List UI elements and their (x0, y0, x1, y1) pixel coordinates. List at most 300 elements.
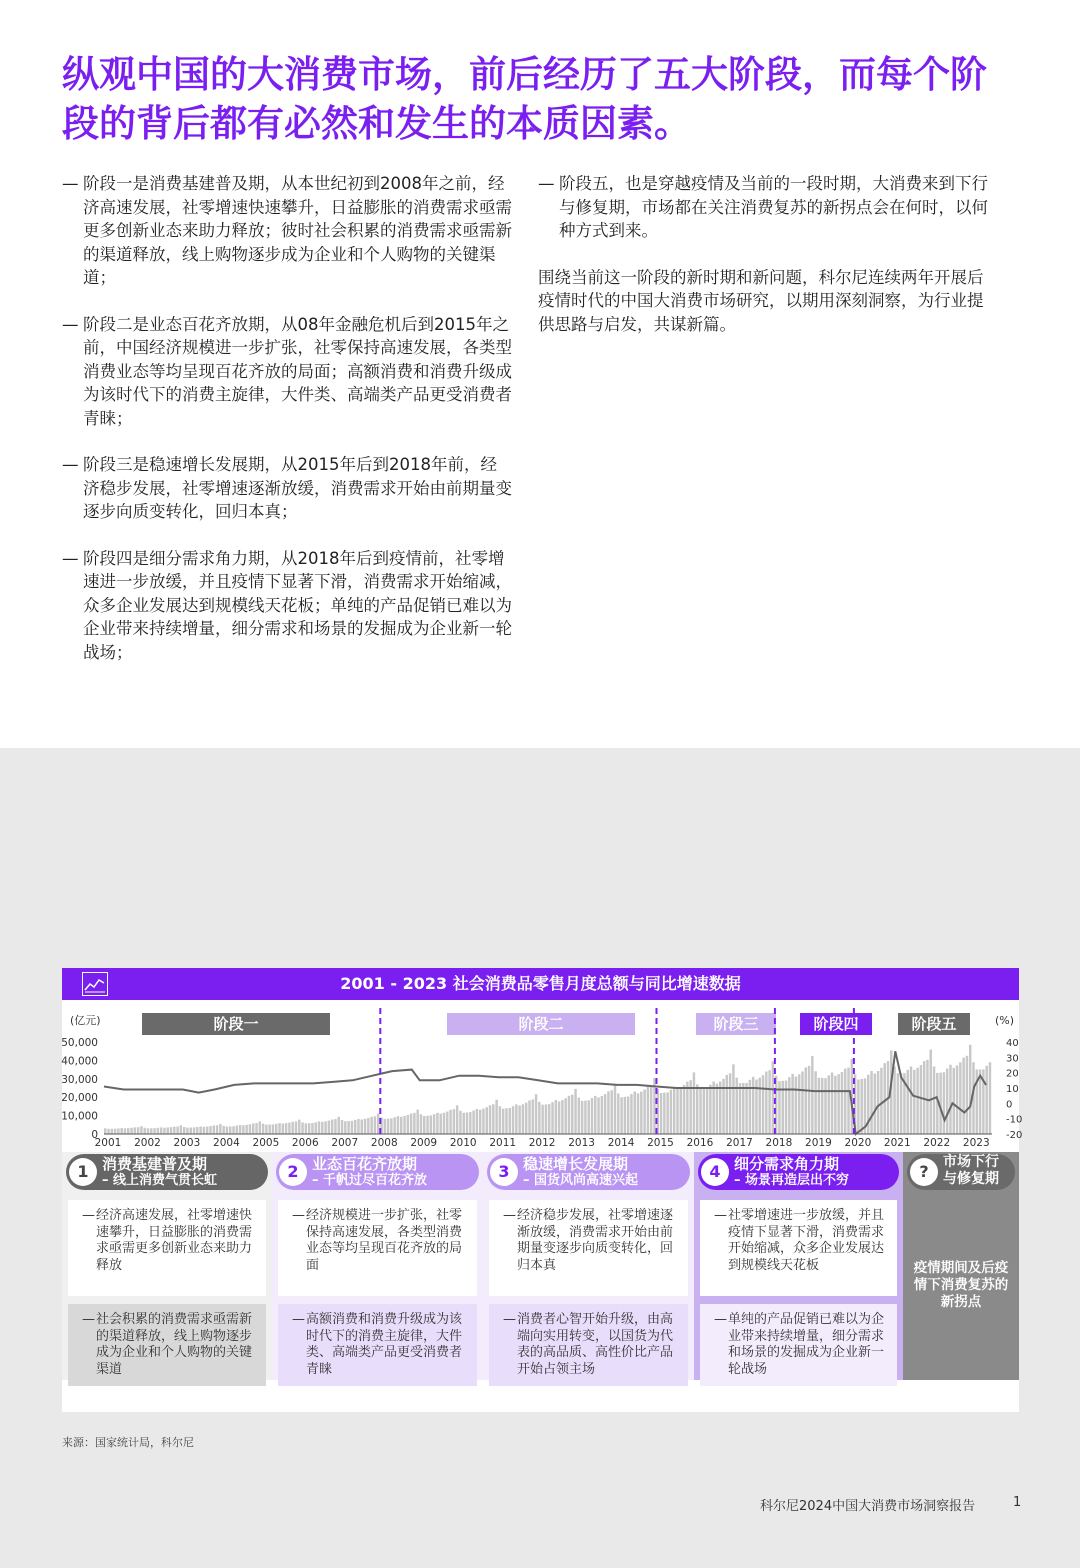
page-title: 纵观中国的大消费市场，前后经历了五大阶段，而每个阶段的背后都有必然和发生的本质因素。 (62, 53, 987, 145)
stage-1-pill-label: 阶段一 (213, 1015, 259, 1033)
retail-sales-bar (962, 1058, 964, 1134)
retail-sales-bar (676, 1089, 678, 1134)
retail-sales-bar (249, 1124, 251, 1134)
retail-sales-bar (209, 1126, 211, 1134)
stage-5-name-line-1: 市场下行 (943, 1154, 999, 1170)
retail-sales-bar (946, 1069, 948, 1134)
retail-sales-bar (509, 1108, 511, 1134)
retail-sales-bar (985, 1066, 987, 1134)
retail-sales-bar (811, 1056, 813, 1134)
retail-sales-bar (469, 1112, 471, 1134)
retail-sales-bar (400, 1117, 402, 1134)
retail-sales-bar (314, 1122, 316, 1134)
x-axis-year-label: 2011 (489, 1137, 517, 1149)
retail-sales-bar (347, 1121, 349, 1134)
retail-sales-bar (663, 1093, 665, 1134)
retail-sales-bar (262, 1124, 264, 1134)
retail-sales-bar (439, 1114, 441, 1134)
retail-sales-bar (416, 1110, 418, 1134)
retail-sales-bar (377, 1114, 379, 1134)
retail-sales-bar (535, 1094, 537, 1134)
retail-sales-bar (758, 1078, 760, 1134)
retail-sales-bar (620, 1097, 622, 1134)
retail-sales-bar (735, 1078, 737, 1134)
retail-sales-bar (186, 1128, 188, 1134)
x-axis-year-label: 2007 (331, 1137, 359, 1149)
retail-sales-bar (624, 1097, 626, 1134)
retail-sales-bar (933, 1066, 935, 1134)
retail-sales-bar (660, 1093, 662, 1134)
stage-5-body: 疫情期间及后疫情下消费复苏的新拐点 (913, 1260, 1009, 1310)
retail-sales-bar (805, 1067, 807, 1134)
retail-sales-bar (430, 1115, 432, 1134)
retail-sales-bar (499, 1106, 501, 1134)
retail-sales-bar (949, 1065, 951, 1134)
retail-sales-bar (880, 1068, 882, 1134)
retail-sales-bar (647, 1087, 649, 1134)
stage-1-name: 消费基建普及期 (102, 1155, 208, 1173)
retail-sales-bar (893, 1066, 895, 1134)
retail-sales-bar (870, 1071, 872, 1134)
retail-sales-bar (601, 1096, 603, 1134)
retail-sales-bar (791, 1074, 793, 1134)
retail-sales-bar (788, 1077, 790, 1134)
retail-sales-bar (150, 1128, 152, 1134)
retail-sales-bar (910, 1066, 912, 1134)
stage-3-point-2: 消费者心智开始升级，由高端向实用转变，以国货为代表的高品质、高性价比产品开始占领主场 (517, 1312, 674, 1377)
retail-sales-bar (193, 1127, 195, 1134)
retail-sales-bar (157, 1128, 159, 1134)
retail-sales-bar (587, 1100, 589, 1134)
retail-sales-bar (795, 1076, 797, 1134)
retail-sales-bar (739, 1083, 741, 1134)
retail-sales-bar (206, 1127, 208, 1134)
retail-sales-bar (538, 1102, 540, 1134)
x-axis-year-label: 2019 (805, 1137, 832, 1149)
retail-sales-bar (117, 1128, 119, 1134)
retail-sales-bar (726, 1075, 728, 1134)
retail-sales-bar (607, 1091, 609, 1134)
x-axis-year-label: 2012 (528, 1137, 556, 1149)
x-axis-year-label: 2023 (962, 1137, 990, 1149)
retail-sales-bar (847, 1068, 849, 1134)
stage-3-number: 3 (490, 1158, 518, 1186)
retail-sales-bar (426, 1116, 428, 1134)
retail-sales-bar (709, 1085, 711, 1134)
intro-right-column (538, 172, 998, 336)
retail-sales-bar (966, 1056, 968, 1134)
retail-sales-bar (216, 1125, 218, 1134)
retail-sales-bar (906, 1070, 908, 1134)
stage-2-point-2: 高额消费和消费升级成为该时代下的消费主旋律，大件类、高端类产品更受消费者青睐 (306, 1312, 463, 1377)
retail-sales-bar (512, 1106, 514, 1134)
retail-sales-bar (407, 1115, 409, 1134)
retail-sales-bar (581, 1101, 583, 1134)
retail-sales-bar (288, 1123, 290, 1134)
retail-sales-bar (275, 1124, 277, 1134)
retail-sales-bar (604, 1094, 606, 1134)
x-axis-year-label: 2018 (765, 1137, 793, 1149)
retail-sales-bar (390, 1118, 392, 1134)
stage-2-header (276, 1154, 479, 1190)
retail-sales-bar (617, 1094, 619, 1134)
retail-sales-bar (163, 1128, 165, 1134)
retail-sales-bar (640, 1092, 642, 1134)
stage-4-number: 4 (701, 1158, 729, 1186)
stage-box-4 (694, 1152, 903, 1380)
retail-sales-bar (729, 1073, 731, 1134)
retail-sales-bar (883, 1063, 885, 1134)
retail-sales-bar (486, 1107, 488, 1134)
x-axis-year-label: 2008 (370, 1137, 398, 1149)
retail-sales-bar (495, 1100, 497, 1134)
retail-sales-bar (147, 1128, 149, 1134)
retail-sales-bar (712, 1082, 714, 1134)
retail-sales-bar (252, 1123, 254, 1134)
retail-sales-bar (295, 1121, 297, 1134)
retail-sales-bar (338, 1117, 340, 1134)
right-axis-tick: 40 (1006, 1038, 1019, 1049)
x-axis-year-label: 2017 (726, 1137, 753, 1149)
stage-4-subtitle: – 场景再造层出不穷 (734, 1173, 850, 1188)
retail-sales-bar (943, 1072, 945, 1134)
retail-sales-bar (285, 1123, 287, 1134)
retail-sales-bar (226, 1127, 228, 1134)
x-axis-year-label: 2009 (410, 1137, 438, 1149)
stage-4-point-1: 社零增速进一步放缓，并且疫情下显著下滑，消费需求开始缩减，众多企业发展达到规模线天花板 (728, 1208, 885, 1273)
retail-sales-bar (874, 1074, 876, 1134)
x-axis-year-label: 2013 (568, 1137, 595, 1149)
retail-sales-bar (594, 1096, 596, 1134)
retail-sales-bar (742, 1083, 744, 1134)
retail-sales-bar (844, 1069, 846, 1134)
retail-sales-bar (213, 1126, 215, 1134)
left-axis-tick: 50,000 (61, 1037, 98, 1049)
intro-item-stage-1: — 阶段一是消费基建普及期，从本世纪初到2008年之前，经济高速发展，社零增速快速攀升，日益膨胀的消费需求亟需更多创新业态来助力释放；彼时社会积累的消费需求亟需新的渠道释放，线上购物逐步成为企业和个人购物的关键渠道； (62, 174, 512, 287)
x-axis-year-label: 2001 (94, 1137, 122, 1149)
retail-sales-bar (643, 1090, 645, 1134)
x-axis-year-label: 2010 (449, 1137, 477, 1149)
retail-sales-bar (680, 1087, 682, 1134)
retail-sales-bar (930, 1050, 932, 1134)
left-axis-unit: (亿元) (70, 1014, 101, 1027)
page-number: 1 (1013, 1495, 1022, 1510)
retail-sales-bar (551, 1102, 553, 1134)
retail-sales-bar (364, 1119, 366, 1134)
retail-sales-bar (584, 1101, 586, 1134)
retail-sales-bar (798, 1074, 800, 1134)
retail-sales-bar (558, 1101, 560, 1134)
footer-report-title: 科尔尼2024中国大消费市场洞察报告 (760, 1499, 976, 1514)
retail-sales-bar (745, 1083, 747, 1134)
retail-sales-bar (229, 1126, 231, 1134)
intro-item-stage-2: — 阶段二是业态百花齐放期，从08年金融危机后到2015年之前，中国经济规模进一步扩张，社零保持高速发展，各类型消费业态等均呈现百花齐放的局面；高额消费和消费升级成为该时代下的消费主旋律，大件类、高端类产品更受消费者青睐； (62, 314, 512, 428)
retail-sales-bar (384, 1119, 386, 1134)
retail-sales-bar (341, 1120, 343, 1134)
retail-sales-bar (505, 1108, 507, 1134)
retail-sales-bar (120, 1128, 122, 1134)
retail-sales-bar (532, 1099, 534, 1134)
retail-sales-bar (107, 1129, 109, 1134)
retail-sales-bar (370, 1117, 372, 1134)
retail-sales-bar (219, 1124, 221, 1134)
retail-sales-bar (732, 1064, 734, 1134)
stage-2-pill-label: 阶段二 (518, 1015, 564, 1033)
retail-sales-bar (334, 1119, 336, 1134)
x-axis-year-label: 2020 (844, 1137, 872, 1149)
stage-2-number: 2 (279, 1158, 307, 1186)
retail-sales-bar (170, 1127, 172, 1134)
stage-1-subtitle: – 线上消费气贯长虹 (102, 1173, 218, 1188)
retail-sales-bar (814, 1071, 816, 1134)
retail-sales-bar (571, 1095, 573, 1134)
retail-sales-bar (670, 1090, 672, 1134)
retail-sales-bar (541, 1105, 543, 1134)
retail-sales-bar (387, 1119, 389, 1134)
retail-sales-bar (634, 1092, 636, 1134)
retail-sales-bar (752, 1077, 754, 1134)
retail-sales-bar (923, 1061, 925, 1134)
stage-3-body: — 经济稳步发展，社零增速逐渐放缓，消费需求开始由前期量变逐步向质变转化，回归本真 — 消费者心智开始升级，由高端向实用转变，以国货为代表的高品质、高性价比产品开始占领主场 (491, 1200, 686, 1386)
retail-sales-bar (180, 1125, 182, 1134)
stage-box-1 (62, 1152, 272, 1380)
retail-sales-bar (357, 1119, 359, 1134)
x-axis-year-label: 2014 (607, 1137, 635, 1149)
chart-plot (61, 1000, 1023, 1152)
retail-sales-bar (913, 1070, 915, 1134)
retail-sales-bar (578, 1098, 580, 1134)
retail-sales-bar (298, 1120, 300, 1134)
retail-sales-bar (821, 1078, 823, 1134)
x-axis-year-label: 2006 (291, 1137, 319, 1149)
retail-sales-bar (232, 1126, 234, 1134)
retail-sales-bar (173, 1127, 175, 1134)
retail-sales-bar (331, 1120, 333, 1134)
stage-4-point-2: 单纯的产品促销已难以为企业带来持续增量，细分需求和场景的发掘成为企业新一轮战场 (728, 1312, 885, 1377)
retail-sales-bar (443, 1113, 445, 1134)
retail-sales-bar (518, 1106, 520, 1134)
retail-sales-bar (459, 1111, 461, 1134)
right-axis-tick: -20 (1006, 1130, 1023, 1141)
retail-sales-bar (610, 1090, 612, 1134)
retail-sales-bar (311, 1123, 313, 1134)
left-axis-tick: 20,000 (61, 1092, 98, 1105)
retail-sales-bar (153, 1128, 155, 1134)
retail-sales-bar (555, 1100, 557, 1134)
retail-sales-bar (449, 1110, 451, 1134)
retail-sales-bar (926, 1060, 928, 1134)
stage-3-pill-label: 阶段三 (713, 1015, 759, 1033)
right-axis-tick: 20 (1006, 1068, 1019, 1080)
stage-5-number: ? (910, 1158, 938, 1186)
retail-sales-bar (916, 1068, 918, 1134)
x-axis-year-label: 2002 (134, 1137, 161, 1149)
retail-sales-bar (637, 1093, 639, 1134)
retail-sales-bar (462, 1113, 464, 1134)
retail-sales-bar (245, 1125, 247, 1134)
retail-sales-bar (561, 1100, 563, 1134)
retail-sales-bar (841, 1072, 843, 1134)
stage-3-header (487, 1154, 690, 1190)
retail-sales-bar (860, 1079, 862, 1134)
chart-card (61, 968, 1023, 1412)
retail-sales-bar (597, 1097, 599, 1134)
retail-sales-bar (650, 1085, 652, 1134)
retail-sales-bar (673, 1087, 675, 1134)
x-axis-year-label: 2015 (647, 1137, 674, 1149)
retail-sales-bar (134, 1127, 136, 1134)
retail-sales-bar (351, 1121, 353, 1134)
source-note: 来源：国家统计局，科尔尼 (62, 1436, 194, 1449)
retail-sales-bar (361, 1119, 363, 1134)
retail-sales-bar (324, 1121, 326, 1134)
right-axis-tick: -10 (1006, 1114, 1023, 1126)
right-axis-tick: 10 (1006, 1084, 1019, 1095)
retail-sales-bar (410, 1114, 412, 1134)
retail-sales-bar (436, 1113, 438, 1134)
retail-sales-bar (693, 1072, 695, 1134)
retail-sales-bar (321, 1122, 323, 1134)
retail-sales-bar (768, 1070, 770, 1134)
retail-sales-bar (301, 1122, 303, 1134)
x-axis-year-label: 2005 (252, 1137, 280, 1149)
retail-sales-bar (489, 1105, 491, 1134)
left-axis-tick: 30,000 (61, 1073, 98, 1086)
x-axis-year-label: 2016 (686, 1137, 714, 1149)
retail-sales-bar (627, 1097, 629, 1134)
retail-sales-bar (255, 1123, 257, 1134)
stage-4-body: — 社零增速进一步放缓，并且疫情下显著下滑，消费需求开始缩减，众多企业发展达到规模线天花板 — 单纯的产品促销已难以为企业带来持续增量，细分需求和场景的发掘成为企业新一轮战场 (702, 1200, 895, 1386)
retail-sales-bar (397, 1116, 399, 1134)
retail-sales-bar (413, 1113, 415, 1134)
stage-2-name: 业态百花齐放期 (312, 1155, 418, 1173)
retail-sales-bar (203, 1127, 205, 1134)
retail-sales-bar (716, 1084, 718, 1134)
retail-sales-bar (775, 1076, 777, 1134)
retail-sales-bar (762, 1075, 764, 1134)
chart-title: 2001 - 2023 社会消费品零售月度总额与同比增速数据 (340, 974, 741, 993)
intro-summary-paragraph: 围绕当前这一阶段的新时期和新问题，科尔尼连续两年开展后疫情时代的中国大消费市场研究，以期用深刻洞察，为行业提供思路与启发，共谋新篇。 (538, 267, 984, 334)
retail-sales-bar (374, 1116, 376, 1134)
retail-sales-bar (959, 1062, 961, 1134)
retail-sales-bar (272, 1124, 274, 1134)
left-axis-tick: 0 (91, 1129, 98, 1141)
retail-sales-bar (545, 1104, 547, 1134)
right-axis-tick: 0 (1006, 1099, 1013, 1111)
retail-sales-bar (305, 1123, 307, 1134)
retail-sales-bar (268, 1125, 270, 1134)
retail-sales-bar (630, 1094, 632, 1134)
retail-sales-bar (686, 1082, 688, 1134)
retail-sales-bar (308, 1123, 310, 1134)
intro-item-stage-4: — 阶段四是细分需求角力期，从2018年后到疫情前，社零增速进一步放缓，并且疫情下显著下滑，消费需求开始缩减，众多企业发展达到规模线天花板；单纯的产品促销已难以为企业带来持续增量，细分需求和场景的发掘成为企业新一轮战场； (62, 548, 512, 662)
retail-sales-bar (808, 1066, 810, 1134)
retail-sales-bar (574, 1089, 576, 1134)
retail-sales-bar (564, 1098, 566, 1134)
retail-sales-bar (222, 1126, 224, 1134)
retail-sales-bar (492, 1104, 494, 1134)
retail-sales-bar (104, 1128, 106, 1134)
retail-sales-bar (683, 1085, 685, 1134)
right-axis-unit: (%) (995, 1014, 1015, 1027)
retail-sales-bar (953, 1068, 955, 1134)
retail-sales-bar (190, 1128, 192, 1134)
retail-sales-bar (772, 1061, 774, 1134)
retail-sales-bar (515, 1104, 517, 1134)
retail-sales-bar (956, 1065, 958, 1134)
retail-sales-bar (818, 1078, 820, 1134)
stage-1-number: 1 (69, 1158, 97, 1186)
stage-5-pill-label: 阶段五 (911, 1015, 957, 1033)
retail-sales-bar (699, 1089, 701, 1134)
retail-sales-bar (423, 1116, 425, 1134)
retail-sales-bar (239, 1125, 241, 1134)
retail-sales-bar (291, 1122, 293, 1134)
retail-sales-bar (837, 1074, 839, 1134)
retail-sales-bar (354, 1120, 356, 1134)
retail-sales-bar (114, 1129, 116, 1134)
stage-4-pill-label: 阶段四 (813, 1015, 859, 1033)
retail-sales-bar (502, 1109, 504, 1134)
retail-sales-bar (696, 1084, 698, 1134)
retail-sales-bar (706, 1088, 708, 1134)
retail-sales-bar (140, 1126, 142, 1134)
retail-sales-bar (989, 1062, 991, 1134)
intro-left-column (62, 172, 512, 687)
stage-box-2 (272, 1152, 483, 1380)
stage-3-point-1: 经济稳步发展，社零增速逐渐放缓，消费需求开始由前期量变逐步向质变转化，回归本真 (517, 1208, 674, 1273)
stage-1-point-1: 经济高速发展，社零增速快速攀升，日益膨胀的消费需求亟需更多创新业态来助力释放 (96, 1208, 253, 1273)
retail-sales-bar (703, 1088, 705, 1134)
retail-sales-bar (920, 1065, 922, 1134)
chart-header (62, 968, 1019, 1000)
retail-sales-bar (111, 1129, 113, 1134)
retail-sales-bar (265, 1125, 267, 1134)
retail-sales-bar (828, 1075, 830, 1134)
retail-sales-bar (476, 1109, 478, 1134)
left-axis-tick: 10,000 (61, 1110, 98, 1123)
retail-sales-bar (344, 1121, 346, 1134)
retail-sales-bar (824, 1078, 826, 1134)
stage-1-body: — 经济高速发展，社零增速快速攀升，日益膨胀的消费需求亟需更多创新业态来助力释放 — 社会积累的消费需求亟需新的渠道释放，线上购物逐步成为企业和个人购物的关键渠道 (70, 1200, 264, 1386)
retail-sales-bar (472, 1111, 474, 1134)
retail-sales-bar (143, 1128, 145, 1134)
intro-item-stage-5: — 阶段五，也是穿越疫情及当前的一段时期，大消费来到下行与修复期，市场都在关注消费复苏的新拐点会在何时，以何种方式到来。 (538, 174, 988, 240)
stage-summary-row (62, 1152, 1019, 1412)
retail-sales-bar (591, 1098, 593, 1134)
retail-sales-bar (318, 1121, 320, 1134)
retail-sales-bar (857, 1080, 859, 1134)
retail-sales-bar (479, 1110, 481, 1134)
stage-2-point-1: 经济规模进一步扩张，社零保持高速发展，各类型消费业态等均呈现百花齐放的局面 (306, 1208, 463, 1273)
retail-sales-bar (801, 1072, 803, 1135)
stage-box-3 (483, 1152, 694, 1380)
x-axis-year-label: 2003 (173, 1137, 201, 1149)
x-axis-year-label: 2021 (883, 1137, 911, 1149)
stage-2-body: — 经济规模进一步扩张，社零保持高速发展，各类型消费业态等均呈现百花齐放的局面 — 高额消费和消费升级成为该时代下的消费主旋律，大件类、高端类产品更受消费者青睐 (280, 1200, 475, 1386)
retail-sales-bar (568, 1096, 570, 1134)
retail-sales-bar (446, 1112, 448, 1134)
retail-sales-bar (666, 1092, 668, 1134)
retail-sales-bar (528, 1100, 530, 1134)
retail-sales-bar (482, 1109, 484, 1134)
right-axis-tick: 30 (1006, 1053, 1019, 1065)
intro-item-stage-3: — 阶段三是稳速增长发展期，从2015年后到2018年前，经济稳步发展，社零增速逐渐放缓，消费需求开始由前期量变逐步向质变转化，回归本真； (62, 455, 512, 521)
stage-1-header (66, 1154, 268, 1190)
retail-sales-bar (403, 1116, 405, 1134)
stage-2-subtitle: – 千帆过尽百花齐放 (312, 1173, 428, 1188)
stage-5-name-line-2: 与修复期 (943, 1171, 999, 1187)
